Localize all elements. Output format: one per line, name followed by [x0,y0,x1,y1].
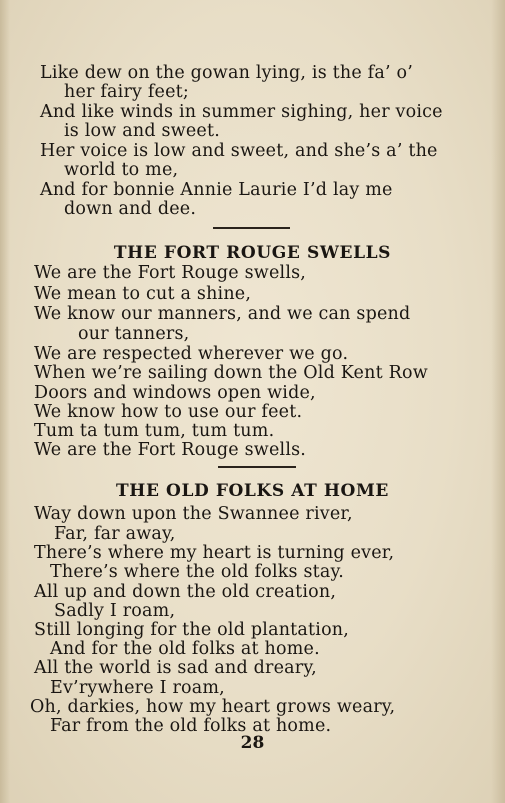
verse-line: We are the Fort Rouge swells, [34,263,307,283]
verse-line: We mean to cut a shine, [34,284,252,304]
verse-line: We know our manners, and we can spend [34,304,411,324]
verse-line: When we’re sailing down the Old Kent Row [34,363,428,383]
song-title: THE OLD FOLKS AT HOME [116,481,389,501]
verse-line: And for bonnie Annie Laurie I’d lay me [40,180,393,200]
verse-line: Tum ta tum tum, tum tum. [34,421,275,441]
verse-line: Far, far away, [54,524,176,544]
section-divider [218,466,296,468]
verse-line: Like dew on the gowan lying, is the fa’ o’ [40,63,413,83]
verse-line: All the world is sad and dreary, [34,658,317,678]
page-number: 28 [240,733,265,753]
verse-line: our tanners, [78,324,190,344]
verse-line: Doors and windows open wide, [34,383,316,403]
verse-line: All up and down the old creation, [34,582,337,602]
verse-line: her fairy feet; [64,82,189,102]
verse-line: Oh, darkies, how my heart grows weary, [30,697,396,717]
verse-line: We are respected wherever we go. [34,344,349,364]
verse-line: Ev’rywhere I roam, [50,678,225,698]
verse-line: Way down upon the Swannee river, [34,504,353,524]
song-title: THE FORT ROUGE SWELLS [113,243,392,263]
verse-line: There’s where the old folks stay. [50,562,345,582]
verse-line: Still longing for the old plantation, [34,620,350,640]
verse-line: is low and sweet. [64,121,220,141]
verse-line: We are the Fort Rouge swells. [34,440,307,460]
verse-line: down and dee. [64,199,197,219]
verse-line: There’s where my heart is turning ever, [34,543,395,563]
verse-line: And like winds in summer sighing, her voice [40,102,443,122]
section-divider [213,227,290,229]
verse-line: world to me, [64,160,179,180]
verse-line: Sadly I roam, [54,601,176,621]
verse-line: And for the old folks at home. [50,639,320,659]
verse-line: We know how to use our feet. [34,402,303,422]
verse-line: Far from the old folks at home. [50,716,332,736]
verse-line: Her voice is low and sweet, and she’s a’ the [40,141,438,161]
